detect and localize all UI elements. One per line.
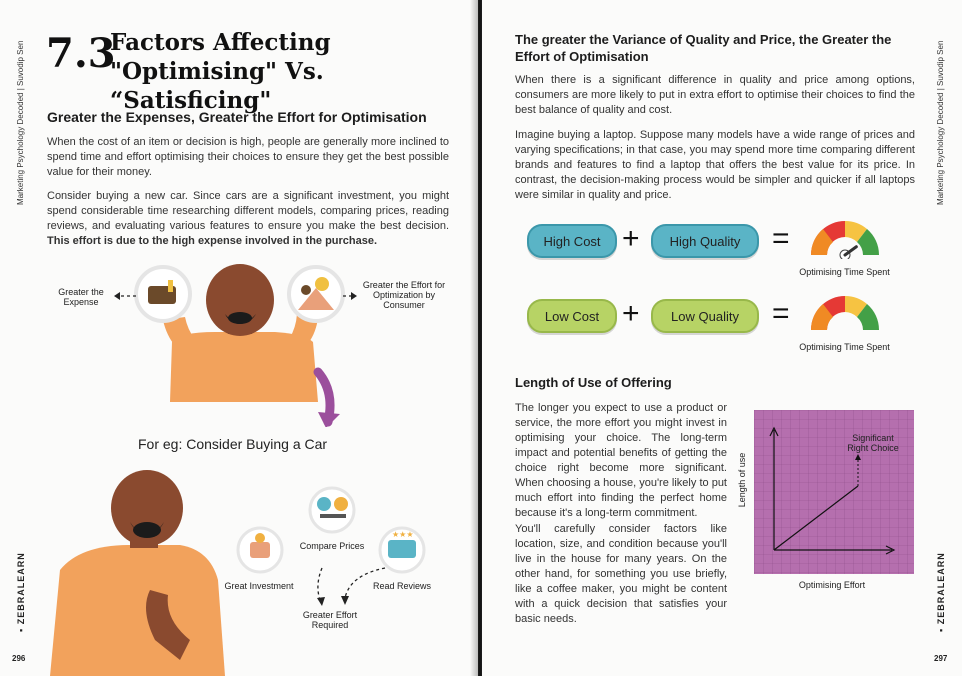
paragraph-2-bold: This effort is due to the high expense involved in the purchase. <box>47 235 378 247</box>
section2-paragraph-2: You'll carefully consider factors like location, size, and condition because you'll live in the house for many years. On the other hand, for something you use briefly, like a coffee maker, you might be content with a quick decision that satisfies your basic needs. <box>515 523 727 625</box>
chapter-title <box>110 28 478 115</box>
equals-sign: = <box>772 222 790 255</box>
svg-text:★★★: ★★★ <box>392 530 414 539</box>
equals-sign: = <box>772 297 790 330</box>
section1-paragraph-1: When there is a significant difference in quality and price among options, consumers are more likely to put in extra effort to optimise their choices to find the best balance of quality and cost. <box>515 74 915 116</box>
left-page <box>0 0 478 676</box>
illustration-caption: For eg: Consider Buying a Car <box>138 436 328 452</box>
paragraph-1: When the cost of an item or decision is high, people are generally more inclined to spend time and effort optimising their choices to ensure they get the best possible value for their money. <box>47 136 449 178</box>
section2-heading: Length of Use of Offering <box>515 375 672 390</box>
plus-sign: + <box>622 297 640 330</box>
effort-diagram <box>210 480 460 630</box>
brand-logo: ▪ ZEBRALEARN <box>936 552 946 632</box>
graph-x-label: Optimising Effort <box>798 580 866 590</box>
page-number: 296 <box>12 654 26 663</box>
section2-paragraph-1: The longer you expect to use a product or service, the more effort you might invest in optimising your choice. The long-term impact and potential benefits of getting the choice right become more significant. When choosing a house, you're likely to put much effort into finding the perfect home because it's a long-term commitment. <box>515 402 727 519</box>
section1-paragraph-2: Imagine buying a laptop. Suppose many models have a wide range of prices and varying specifications; in that case, you may spend more time comparing different brands and features to find a laptop that offers the best value for its price. In contrast, the decision-making process would be simpler and quicker if all laptops were similar in quality and price. <box>515 129 915 201</box>
plus-sign: + <box>622 222 640 255</box>
brand-text: ZEBRALEARN <box>936 552 946 625</box>
brand-text: ZEBRALEARN <box>16 552 26 625</box>
running-header: Marketing Psychology Decoded | Suvodip Sen <box>936 40 945 205</box>
graph-annotation: Significant Right Choice <box>847 433 899 453</box>
page-number: 297 <box>934 654 948 663</box>
chapter-title-line1: Factors Affecting <box>110 29 331 56</box>
label-compare-prices: Compare Prices <box>299 541 365 551</box>
gauge-high <box>805 213 885 259</box>
label-read-reviews: Read Reviews <box>372 581 432 591</box>
paragraph-2 <box>47 189 449 249</box>
paragraph-2-text: Consider buying a new car. Since cars are a significant investment, you might spend considerable time researching different models, comparing prices, reading reviews, and evaluating various features to ensure you make the best decision. <box>47 190 449 232</box>
chapter-title-line2: "Optimising" Vs. “Satisficing" <box>110 58 324 114</box>
pill-low-quality: Low Quality <box>651 299 759 333</box>
pill-high-cost: High Cost <box>527 224 617 258</box>
section1-heading: The greater the Variance of Quality and Price, the Greater the Effort of Optimisation <box>515 32 892 64</box>
pill-high-quality: High Quality <box>651 224 759 258</box>
gauge-low-caption: Optimising Time Spent <box>799 342 890 352</box>
graph-y-label: Length of use <box>737 452 747 508</box>
label-greater-effort-required: Greater Effort Required <box>302 610 358 630</box>
pill-low-cost: Low Cost <box>527 299 617 333</box>
label-greater-effort: Greater the Effort for Optimization by Consumer <box>362 280 446 310</box>
section-heading: Greater the Expenses, Greater the Effort for Optimisation <box>47 109 427 125</box>
gauge-low <box>805 288 885 334</box>
label-greater-expense: Greater the Expense <box>58 287 104 307</box>
right-page <box>482 0 962 676</box>
gauge-high-caption: Optimising Time Spent <box>799 267 890 277</box>
chapter-number: 7.3 <box>46 30 116 77</box>
running-header: Marketing Psychology Decoded | Suvodip Sen <box>16 40 25 205</box>
brand-logo: ▪ ZEBRALEARN <box>16 552 26 632</box>
label-great-investment: Great Investment <box>224 581 294 591</box>
